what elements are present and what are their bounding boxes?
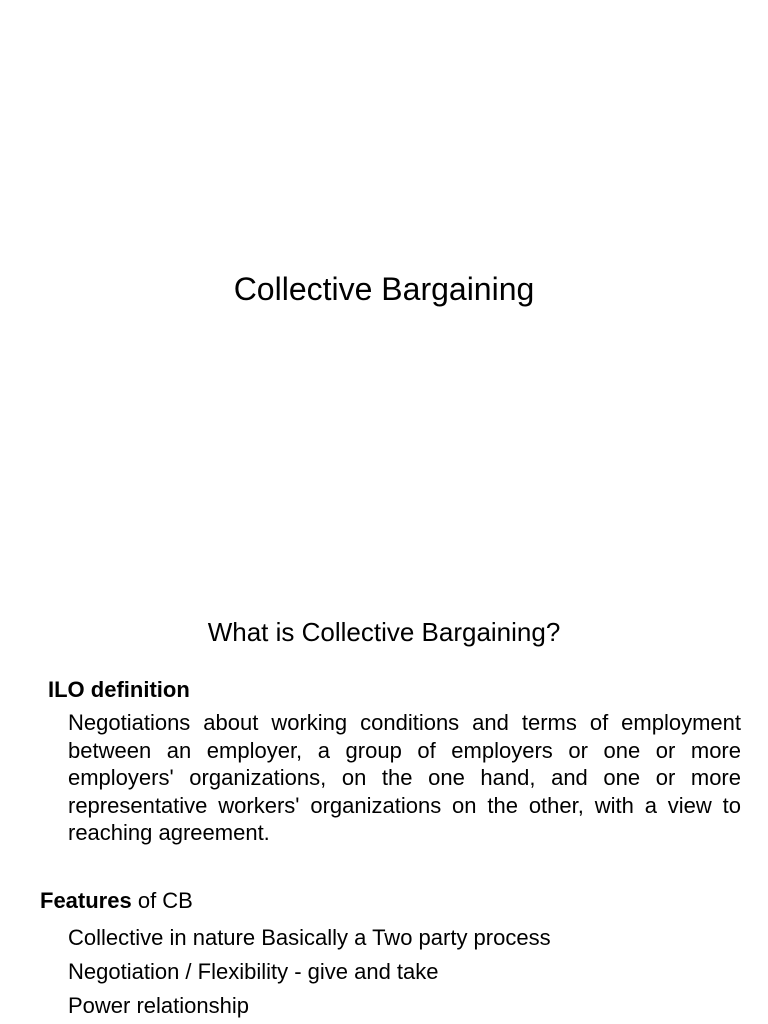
feature-item: Negotiation / Flexibility - give and take [68,959,439,984]
slide-heading: What is Collective Bargaining? [207,617,561,647]
ilo-definition-text: Negotiations about working conditions and terms of employment between an employer, a group of employers or one or more employers' organizations, on the one hand, and one or more representative workers' organizations on the other, with a view to reaching agreement. [68,710,741,845]
features-label [40,887,193,915]
slide-title: Collective Bargaining [233,271,535,307]
features-label-rest: of CB [131,888,193,913]
feature-item: Power relationship [68,993,249,1018]
features-list [68,921,551,1023]
ilo-definition-label: ILO definition [48,677,190,702]
content-slide [0,576,768,1024]
features-label-bold: Features [40,888,132,913]
feature-item: Collective in nature Basically a Two party process [68,925,551,950]
